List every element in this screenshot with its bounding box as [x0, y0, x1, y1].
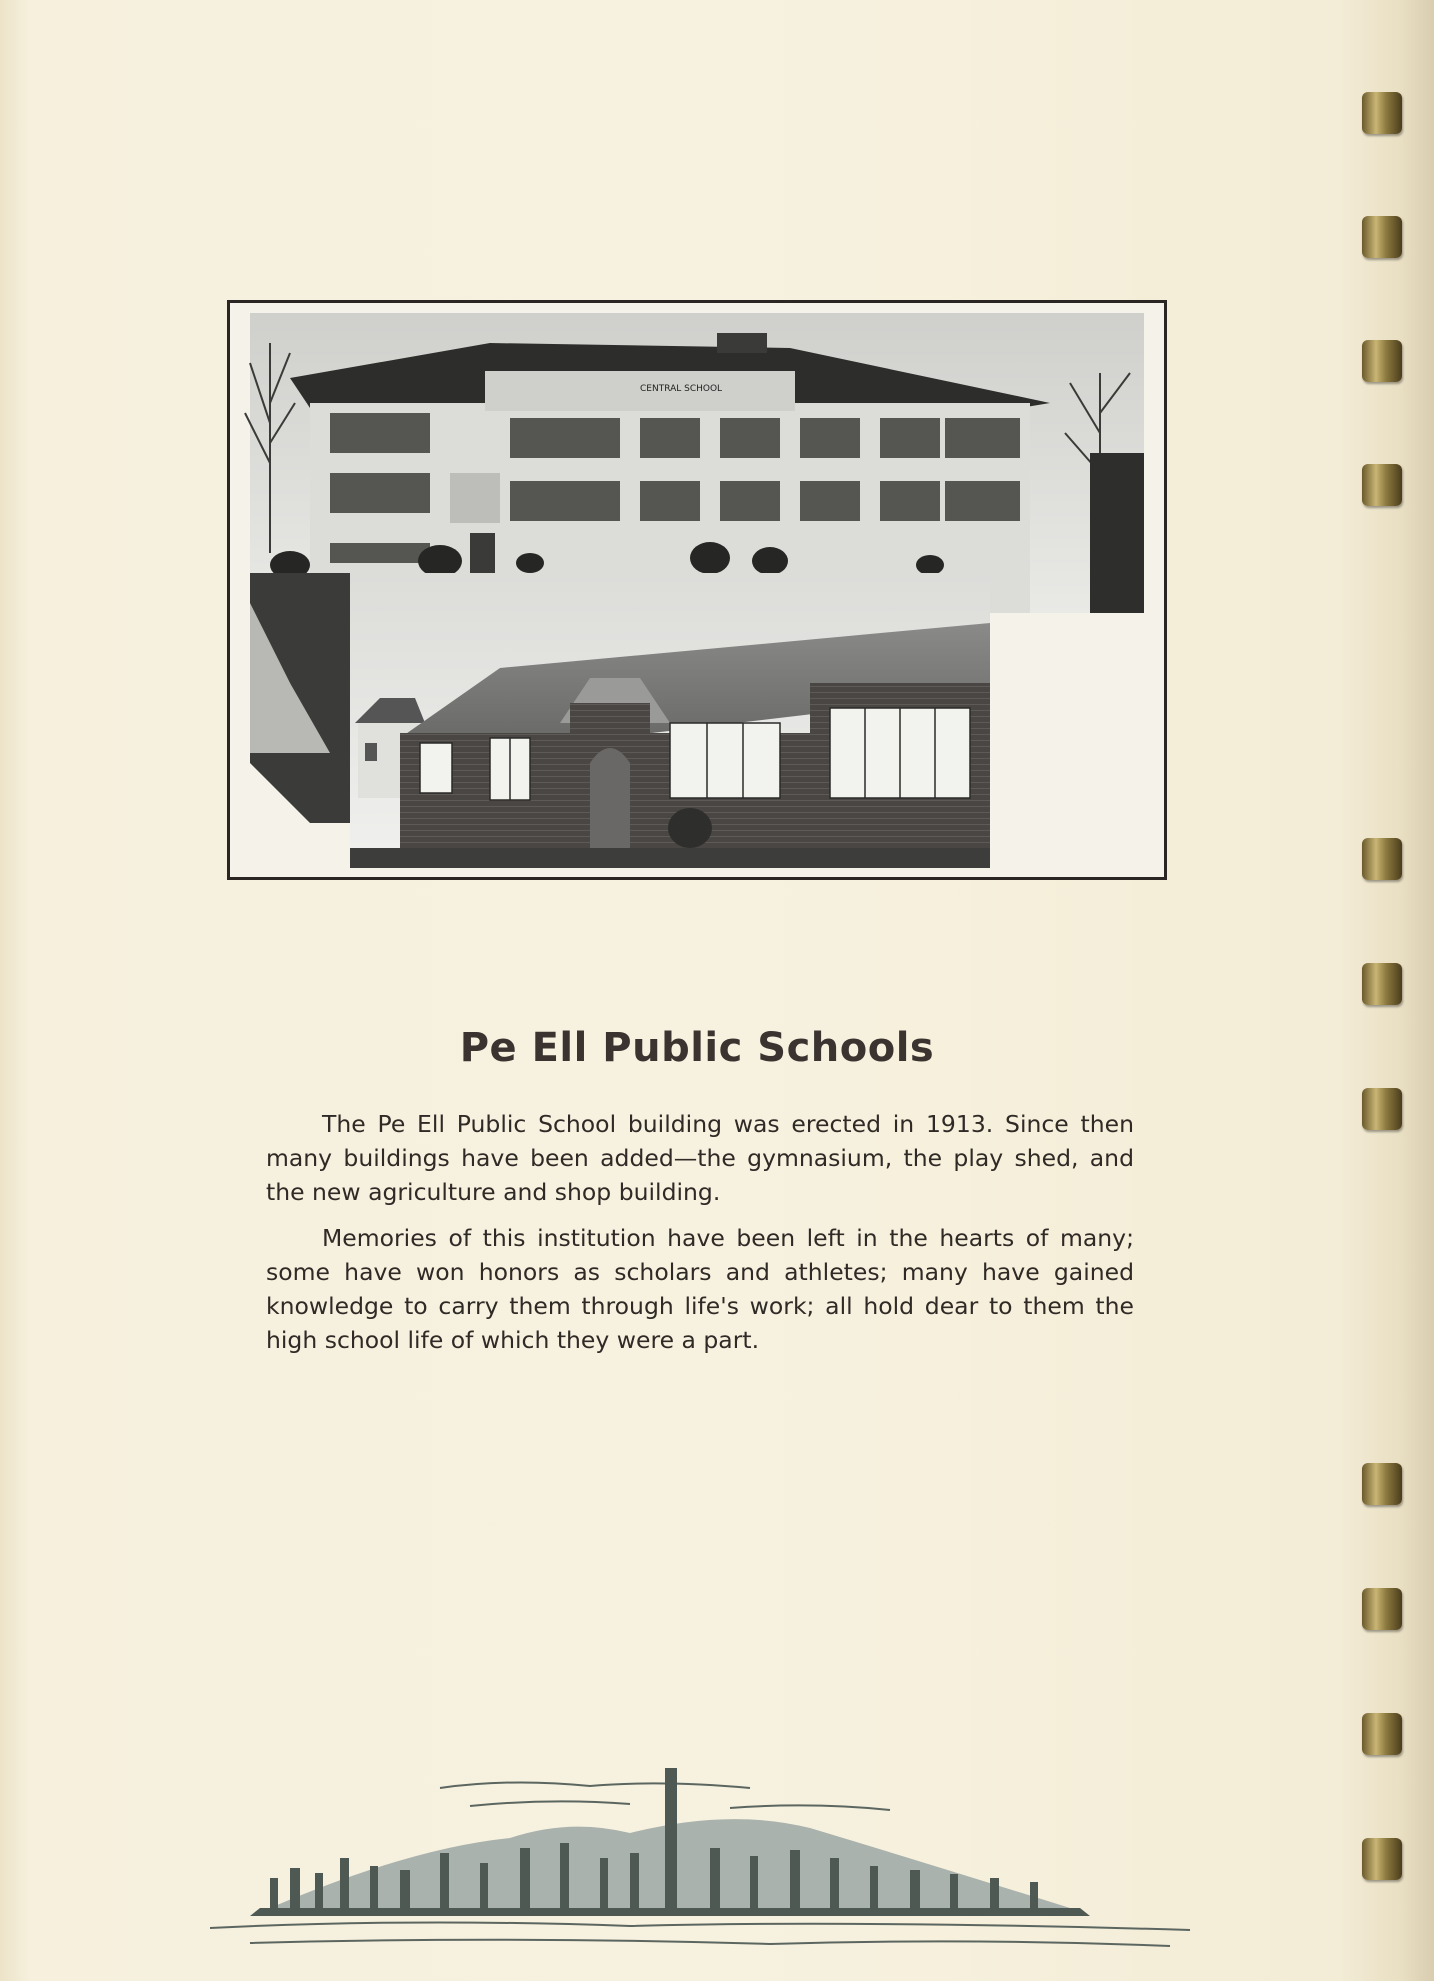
binding-ring — [1362, 1588, 1402, 1630]
binding-ring — [1362, 1838, 1402, 1880]
page-title: Pe Ell Public Schools — [459, 1025, 935, 1071]
binding-ring — [1362, 1088, 1402, 1130]
school-buildings-photo — [230, 303, 1164, 877]
binding-ring — [1362, 216, 1402, 258]
binding-ring — [1362, 340, 1402, 382]
paragraph-memories: Memories of this institution have been left in the hearts of many; some have won honors as scholars and athletes; many have gained knowledge to carry them through life's work; all hold dear to them the high school life of which they were a part. — [266, 1224, 1134, 1354]
binding-ring — [1362, 1713, 1402, 1755]
school-photo — [227, 300, 1167, 880]
paragraph-history: The Pe Ell Public School building was erected in 1913. Since then many buildings have been added—the gymnasium, the play shed, and the new agriculture and shop building. — [266, 1110, 1134, 1206]
binding-ring — [1362, 464, 1402, 506]
binding-ring — [1362, 92, 1402, 134]
spiral-binding — [1360, 0, 1420, 1981]
body-text — [266, 1107, 1134, 1369]
binding-ring — [1362, 1463, 1402, 1505]
central-school-sign: CENTRAL SCHOOL — [640, 384, 723, 394]
binding-ring — [1362, 838, 1402, 880]
landscape-illustration — [210, 1758, 1220, 1958]
binding-ring — [1362, 963, 1402, 1005]
